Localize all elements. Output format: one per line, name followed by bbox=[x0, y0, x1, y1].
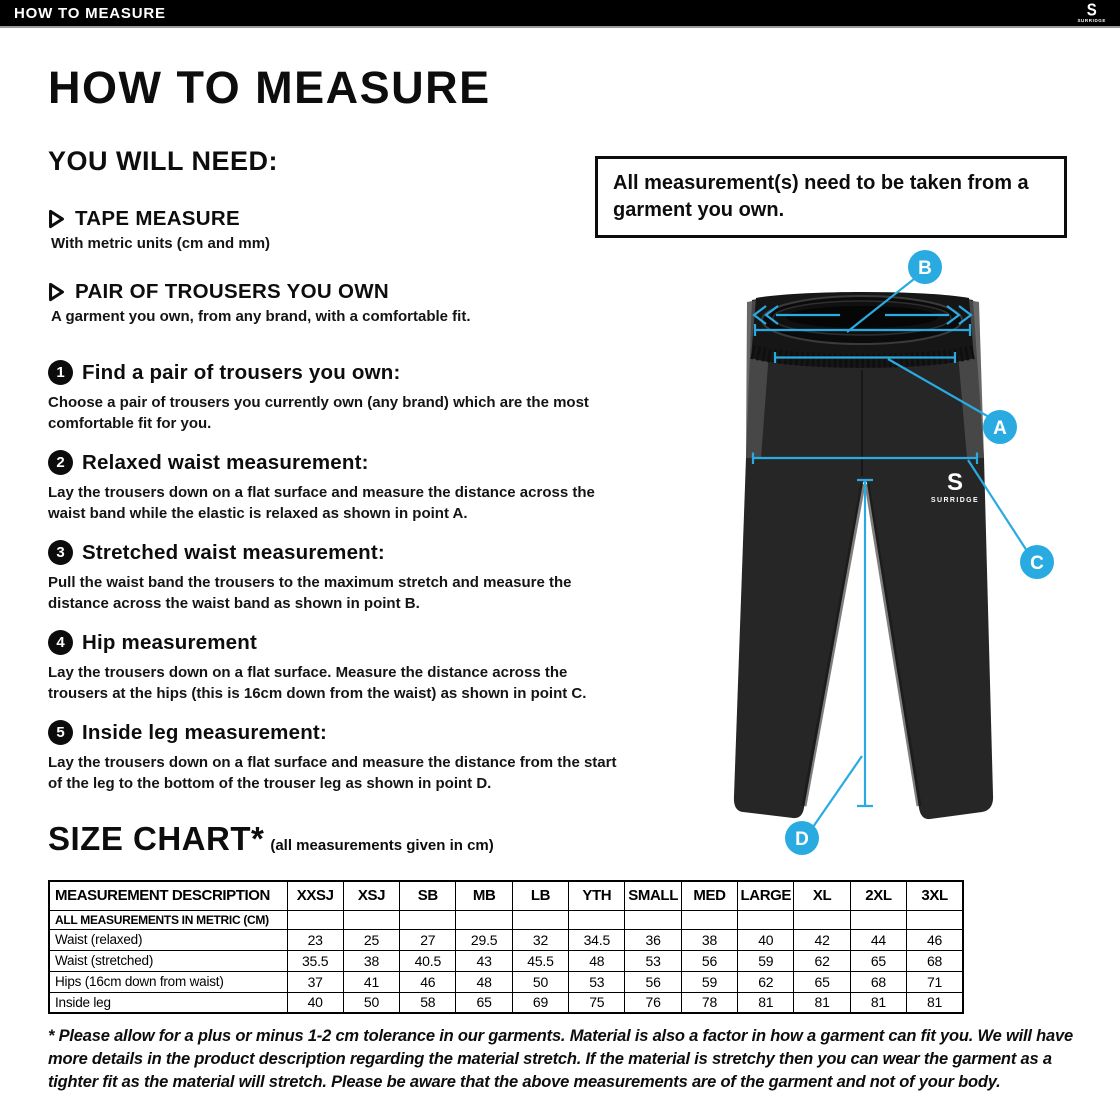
point-d-label: D bbox=[795, 829, 809, 850]
size-value-cell: 38 bbox=[343, 950, 399, 971]
empty-cell bbox=[456, 910, 512, 929]
size-value-cell: 29.5 bbox=[456, 929, 512, 950]
size-value-cell: 25 bbox=[343, 929, 399, 950]
leader-line-d bbox=[813, 756, 862, 827]
column-header-size: LARGE bbox=[738, 881, 794, 910]
step-description: Lay the trousers down on a flat surface. Measure the distance across the trousers at the hips (this is 16cm down from the waist) as shown in point C. bbox=[48, 664, 587, 702]
empty-cell bbox=[681, 910, 737, 929]
size-value-cell: 78 bbox=[681, 992, 737, 1013]
column-header-description: MEASUREMENT DESCRIPTION bbox=[49, 881, 287, 910]
step-number-badge: 5 bbox=[48, 720, 73, 745]
size-value-cell: 75 bbox=[569, 992, 625, 1013]
size-value-cell: 81 bbox=[850, 992, 906, 1013]
point-b-marker bbox=[908, 250, 942, 284]
triangle-bullet-icon bbox=[48, 282, 65, 302]
step-number-badge: 1 bbox=[48, 360, 73, 385]
empty-cell bbox=[287, 910, 343, 929]
you-will-need-heading: YOU WILL NEED: bbox=[48, 146, 279, 176]
size-chart-heading bbox=[48, 820, 494, 858]
need-item-description: With metric units (cm and mm) bbox=[51, 235, 271, 252]
size-chart-table bbox=[48, 880, 964, 1014]
step-title: Hip measurement bbox=[82, 630, 258, 654]
need-item-trousers bbox=[48, 280, 608, 325]
column-header-size: XSJ bbox=[343, 881, 399, 910]
size-value-cell: 48 bbox=[569, 950, 625, 971]
size-value-cell: 42 bbox=[794, 929, 850, 950]
point-c-label: C bbox=[1030, 553, 1044, 574]
size-value-cell: 27 bbox=[400, 929, 456, 950]
size-chart-row bbox=[49, 929, 963, 950]
top-bar-title: HOW TO MEASURE bbox=[14, 4, 166, 22]
size-value-cell: 40 bbox=[738, 929, 794, 950]
size-value-cell: 36 bbox=[625, 929, 681, 950]
size-value-cell: 68 bbox=[907, 950, 963, 971]
row-label-cell: Waist (relaxed) bbox=[49, 929, 287, 950]
point-c-marker bbox=[1020, 545, 1054, 579]
size-chart-subtitle: (all measurements given in cm) bbox=[270, 837, 494, 854]
size-value-cell: 50 bbox=[343, 992, 399, 1013]
size-chart-row bbox=[49, 992, 963, 1013]
size-value-cell: 65 bbox=[850, 950, 906, 971]
size-value-cell: 65 bbox=[794, 971, 850, 992]
step-3 bbox=[48, 540, 660, 614]
size-value-cell: 40 bbox=[287, 992, 343, 1013]
empty-cell bbox=[850, 910, 906, 929]
step-4 bbox=[48, 630, 660, 704]
empty-cell bbox=[625, 910, 681, 929]
measurement-line-inside-leg bbox=[857, 480, 873, 806]
empty-cell bbox=[794, 910, 850, 929]
size-value-cell: 32 bbox=[512, 929, 568, 950]
size-value-cell: 62 bbox=[794, 950, 850, 971]
size-value-cell: 44 bbox=[850, 929, 906, 950]
step-number-badge: 4 bbox=[48, 630, 73, 655]
step-number-badge: 3 bbox=[48, 540, 73, 565]
size-value-cell: 65 bbox=[456, 992, 512, 1013]
need-item-label: TAPE MEASURE bbox=[75, 207, 240, 230]
size-value-cell: 76 bbox=[625, 992, 681, 1013]
empty-cell bbox=[738, 910, 794, 929]
column-header-size: 3XL bbox=[907, 881, 963, 910]
step-description: Lay the trousers down on a flat surface and measure the distance from the start of the leg to the bottom of the trouser leg as shown in point D. bbox=[48, 754, 617, 792]
metric-note-cell: ALL MEASUREMENTS IN METRIC (CM) bbox=[49, 910, 287, 929]
size-value-cell: 56 bbox=[625, 971, 681, 992]
step-title: Stretched waist measurement: bbox=[82, 540, 385, 564]
size-value-cell: 69 bbox=[512, 992, 568, 1013]
step-description: Pull the waist band the trousers to the maximum stretch and measure the distance across the waist band as shown in point B. bbox=[48, 574, 572, 612]
trousers-silhouette bbox=[734, 293, 993, 820]
need-item-label: PAIR OF TROUSERS YOU OWN bbox=[75, 280, 389, 303]
need-item-description: A garment you own, from any brand, with a comfortable fit. bbox=[51, 308, 471, 325]
column-header-size: SB bbox=[400, 881, 456, 910]
size-value-cell: 59 bbox=[738, 950, 794, 971]
size-value-cell: 50 bbox=[512, 971, 568, 992]
size-value-cell: 43 bbox=[456, 950, 512, 971]
step-description: Lay the trousers down on a flat surface and measure the distance across the waist band while the elastic is relaxed as shown in point A. bbox=[48, 484, 595, 522]
column-header-size: MB bbox=[456, 881, 512, 910]
point-a-label: A bbox=[993, 418, 1007, 439]
size-value-cell: 45.5 bbox=[512, 950, 568, 971]
size-value-cell: 38 bbox=[681, 929, 737, 950]
size-value-cell: 23 bbox=[287, 929, 343, 950]
size-value-cell: 40.5 bbox=[400, 950, 456, 971]
column-header-size: 2XL bbox=[850, 881, 906, 910]
size-value-cell: 81 bbox=[738, 992, 794, 1013]
row-label-cell: Hips (16cm down from waist) bbox=[49, 971, 287, 992]
column-header-size: MED bbox=[681, 881, 737, 910]
column-header-size: YTH bbox=[569, 881, 625, 910]
notice-box bbox=[595, 156, 1067, 238]
size-chart-row bbox=[49, 971, 963, 992]
size-chart-row bbox=[49, 950, 963, 971]
row-label-cell: Inside leg bbox=[49, 992, 287, 1013]
column-header-size: XL bbox=[794, 881, 850, 910]
size-value-cell: 71 bbox=[907, 971, 963, 992]
need-item-tape-measure bbox=[48, 207, 608, 252]
size-chart-header-row bbox=[49, 881, 963, 910]
step-title: Inside leg measurement: bbox=[82, 720, 327, 744]
triangle-bullet-icon bbox=[48, 209, 65, 229]
size-value-cell: 46 bbox=[400, 971, 456, 992]
step-1 bbox=[48, 360, 660, 434]
step-description: Choose a pair of trousers you currently own (any brand) which are the most comfortable fit for you. bbox=[48, 394, 589, 432]
point-b-label: B bbox=[918, 258, 932, 279]
column-header-size: XXSJ bbox=[287, 881, 343, 910]
step-title: Find a pair of trousers you own: bbox=[82, 360, 401, 384]
notice-text: All measurement(s) need to be taken from a garment you own. bbox=[613, 172, 1029, 221]
tolerance-footnote: * Please allow for a plus or minus 1-2 cm tolerance in our garments. Material is also a factor in how a garment can fit you. We will have more details in the product description regarding the material stretch. If the material is stretchy then you can wear the garment as a tighter fit as the material will stretch. Please be aware that the above measurements are of the garment and not of your body. bbox=[48, 1027, 1073, 1091]
size-value-cell: 59 bbox=[681, 971, 737, 992]
trousers-diagram bbox=[690, 240, 1120, 870]
point-a-marker bbox=[983, 410, 1017, 444]
size-value-cell: 53 bbox=[569, 971, 625, 992]
size-value-cell: 56 bbox=[681, 950, 737, 971]
size-value-cell: 48 bbox=[456, 971, 512, 992]
waistband-shadow bbox=[786, 306, 938, 328]
top-bar bbox=[0, 0, 1120, 28]
empty-cell bbox=[400, 910, 456, 929]
garment-logo-mark-icon: S bbox=[946, 469, 964, 496]
garment-logo-text: SURRIDGE bbox=[930, 497, 980, 504]
page-title: HOW TO MEASURE bbox=[48, 62, 491, 113]
size-value-cell: 34.5 bbox=[569, 929, 625, 950]
row-label-cell: Waist (stretched) bbox=[49, 950, 287, 971]
surridge-logo-mark-icon: S bbox=[1086, 0, 1097, 21]
size-value-cell: 81 bbox=[794, 992, 850, 1013]
size-value-cell: 37 bbox=[287, 971, 343, 992]
metric-note-row bbox=[49, 910, 963, 929]
size-value-cell: 35.5 bbox=[287, 950, 343, 971]
surridge-logo-text: SURRIDGE bbox=[1077, 17, 1106, 23]
size-value-cell: 62 bbox=[738, 971, 794, 992]
step-2 bbox=[48, 450, 660, 524]
empty-cell bbox=[343, 910, 399, 929]
size-value-cell: 53 bbox=[625, 950, 681, 971]
size-value-cell: 68 bbox=[850, 971, 906, 992]
column-header-size: LB bbox=[512, 881, 568, 910]
size-chart-title: SIZE CHART* bbox=[48, 820, 265, 857]
empty-cell bbox=[569, 910, 625, 929]
empty-cell bbox=[512, 910, 568, 929]
step-5 bbox=[48, 720, 660, 794]
empty-cell bbox=[907, 910, 963, 929]
column-header-size: SMALL bbox=[625, 881, 681, 910]
size-value-cell: 46 bbox=[907, 929, 963, 950]
surridge-logo bbox=[1077, 0, 1120, 24]
step-title: Relaxed waist measurement: bbox=[82, 450, 369, 474]
size-value-cell: 81 bbox=[907, 992, 963, 1013]
size-value-cell: 58 bbox=[400, 992, 456, 1013]
point-d-marker bbox=[785, 821, 819, 855]
size-value-cell: 41 bbox=[343, 971, 399, 992]
step-number-badge: 2 bbox=[48, 450, 73, 475]
